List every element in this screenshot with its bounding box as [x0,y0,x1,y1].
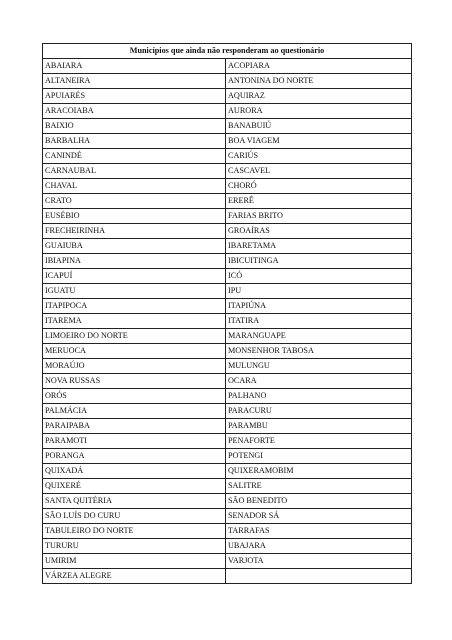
municipality-cell-right: BANABUIÚ [226,119,412,134]
municipality-cell-left: TABULEIRO DO NORTE [43,524,226,539]
municipality-cell-right: CARIÚS [226,149,412,164]
municipality-cell-left: BARBALHA [43,134,226,149]
table-row [43,224,412,239]
table-row [43,434,412,449]
table-row [43,494,412,509]
table-row [43,419,412,434]
table-row [43,314,412,329]
municipality-cell-left: ORÓS [43,389,226,404]
municipality-cell-left: ITAPIPOCA [43,299,226,314]
table-row [43,104,412,119]
municipality-cell-left: BAIXIO [43,119,226,134]
municipality-cell-left: ALTANEIRA [43,74,226,89]
municipality-cell-left: IGUATU [43,284,226,299]
municipality-cell-left: EUSÉBIO [43,209,226,224]
municipality-cell-left: ICAPUÍ [43,269,226,284]
municipality-cell-right: TARRAFAS [226,524,412,539]
table-row [43,59,412,74]
municipality-cell-right [226,569,412,584]
municipality-cell-right: PARACURU [226,404,412,419]
municipality-cell-left: SÃO LUÍS DO CURU [43,509,226,524]
table-row [43,539,412,554]
municipality-cell-left: CANINDÉ [43,149,226,164]
table-row [43,464,412,479]
municipality-cell-right: CHORÓ [226,179,412,194]
municipality-cell-right: AQUIRAZ [226,89,412,104]
municipality-cell-right: PALHANO [226,389,412,404]
municipality-cell-left: GUAIUBA [43,239,226,254]
table-row [43,359,412,374]
municipality-cell-right: SENADOR SÁ [226,509,412,524]
table-row [43,269,412,284]
table-row [43,389,412,404]
table-row [43,329,412,344]
table-row [43,179,412,194]
municipality-cell-right: VARJOTA [226,554,412,569]
municipality-cell-right: BOA VIAGEM [226,134,412,149]
table-row [43,239,412,254]
table-row [43,404,412,419]
municipality-cell-left: QUIXERÉ [43,479,226,494]
municipality-cell-right: SALITRE [226,479,412,494]
municipality-cell-left: MORAÚJO [43,359,226,374]
municipality-cell-right: PENAFORTE [226,434,412,449]
municipality-cell-right: AURORA [226,104,412,119]
table-row [43,449,412,464]
table-body [43,59,412,584]
municipality-cell-right: IBARETAMA [226,239,412,254]
municipality-cell-right: UBAJARA [226,539,412,554]
municipality-cell-right: IPU [226,284,412,299]
table-row [43,299,412,314]
municipality-cell-left: MERUOCA [43,344,226,359]
municipality-cell-right: OCARA [226,374,412,389]
table-row [43,374,412,389]
municipality-cell-right: ANTONINA DO NORTE [226,74,412,89]
municipality-cell-left: CARNAUBAL [43,164,226,179]
table-row [43,509,412,524]
table-row [43,254,412,269]
table-row [43,89,412,104]
table-row [43,74,412,89]
municipality-cell-left: CHAVAL [43,179,226,194]
municipality-cell-right: MULUNGU [226,359,412,374]
table-row [43,554,412,569]
municipality-cell-right: ERERÊ [226,194,412,209]
table-row [43,284,412,299]
municipality-cell-left: ARACOIABA [43,104,226,119]
municipality-cell-left: QUIXADÁ [43,464,226,479]
municipality-cell-right: SÃO BENEDITO [226,494,412,509]
municipality-cell-left: ABAIARA [43,59,226,74]
municipality-cell-right: ICÓ [226,269,412,284]
municipality-cell-left: CRATO [43,194,226,209]
municipality-cell-left: ITAREMA [43,314,226,329]
municipality-cell-left: UMIRIM [43,554,226,569]
municipality-cell-left: TURURU [43,539,226,554]
municipality-cell-left: FRECHEIRINHA [43,224,226,239]
table-header-row [43,44,412,59]
municipality-cell-left: PORANGA [43,449,226,464]
municipality-cell-right: MARANGUAPE [226,329,412,344]
municipality-cell-left: NOVA RUSSAS [43,374,226,389]
municipality-cell-left: APUIARÉS [43,89,226,104]
municipality-cell-right: CASCAVEL [226,164,412,179]
municipality-cell-right: ITATIRA [226,314,412,329]
table-row [43,344,412,359]
table-row [43,194,412,209]
table-title: Municípios que ainda não responderam ao questionário [43,44,412,59]
municipality-cell-right: MONSENHOR TABOSA [226,344,412,359]
table-row [43,134,412,149]
municipality-cell-left: PARAMOTI [43,434,226,449]
municipality-cell-right: ITAPIÚNA [226,299,412,314]
table-row [43,149,412,164]
municipality-cell-left: PALMÁCIA [43,404,226,419]
municipality-cell-right: GROAÍRAS [226,224,412,239]
table-row [43,209,412,224]
municipalities-table [42,43,412,584]
municipality-cell-left: SANTA QUITÉRIA [43,494,226,509]
table-row [43,119,412,134]
municipality-cell-left: PARAIPABA [43,419,226,434]
municipality-cell-right: ACOPIARA [226,59,412,74]
municipality-cell-right: FARIAS BRITO [226,209,412,224]
municipality-cell-left: IBIAPINA [43,254,226,269]
municipality-cell-right: PARAMBU [226,419,412,434]
municipality-cell-left: VÁRZEA ALEGRE [43,569,226,584]
municipality-cell-right: QUIXERAMOBIM [226,464,412,479]
table-row [43,479,412,494]
table-row [43,164,412,179]
table-row [43,524,412,539]
municipality-cell-left: LIMOEIRO DO NORTE [43,329,226,344]
municipality-cell-right: POTENGI [226,449,412,464]
table-row [43,569,412,584]
municipality-cell-right: IBICUITINGA [226,254,412,269]
